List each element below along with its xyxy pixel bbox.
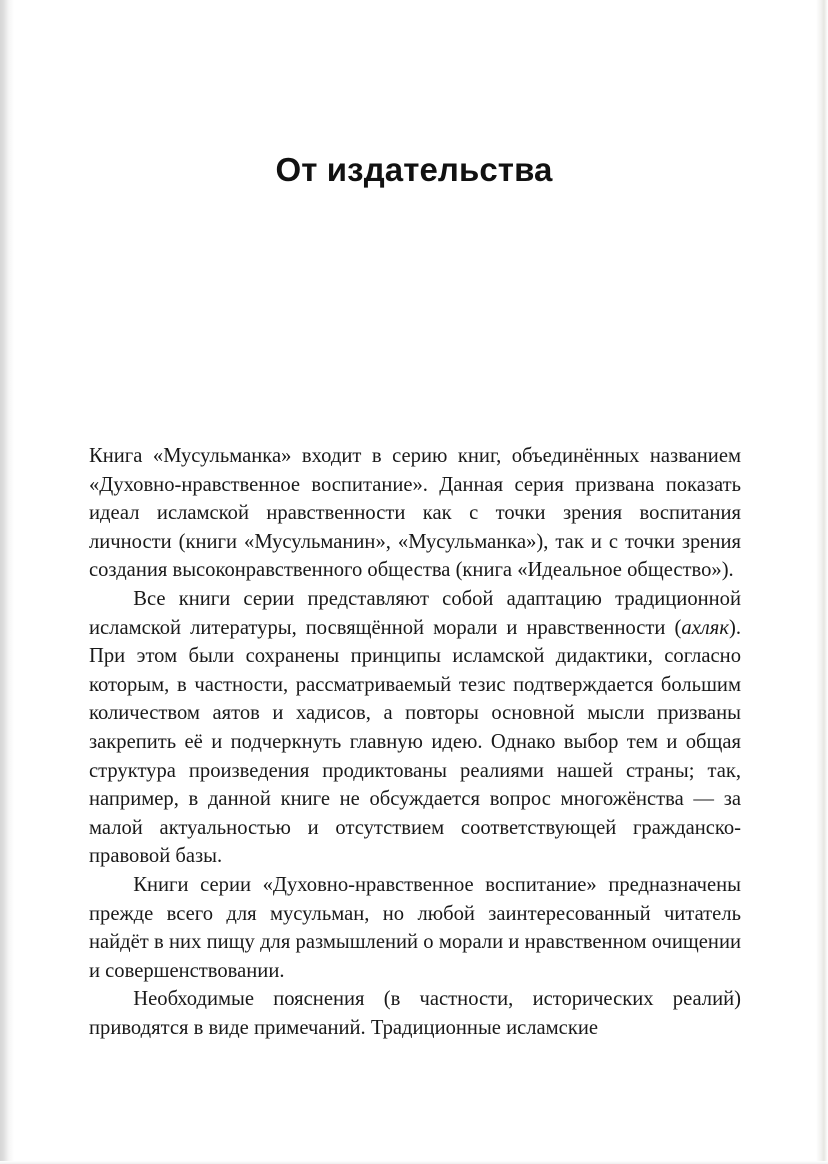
paragraph-1: Книга «Мусульманка» входит в серию книг, объединённых названием «Духовно-нравственное воспитание». Данная серия призвана показать идеал исламской нравственности как с точки зрения воспитания личности (книги «Мусульманин», «Мусульманка»), так и с точки зрения создания высоконравственного общества (книга «Идеальное общество»). bbox=[89, 445, 741, 582]
paragraph-2-text-before-italic: Все книги серии представляют собой адаптацию традиционной исламской литературы, посвящённой морали и нравственности ( bbox=[89, 587, 741, 639]
body-text-block bbox=[89, 442, 741, 1042]
paragraph-2-text-after-italic: ). При этом были сохранены принципы исламской дидактики, согласно которым, в частности, рассматриваемый тезис подтверждается большим количеством аятов и хадисов, а повторы основной мысли призваны закрепить её и подчеркнуть главную идею. Однако выбор тем и общая структура произведения продиктованы реалиями нашей страны; так, например, в данной книге не обсуждается вопрос многожёнства — за малой актуальностью и отсутствием соответствующей гражданско-правовой базы. bbox=[89, 616, 741, 868]
paragraph-4: Необходимые пояснения (в частности, исторических реалий) приводятся в виде примечаний. Традиционные исламские bbox=[89, 988, 741, 1039]
page-title: От издательства bbox=[275, 151, 553, 189]
paragraph-2 bbox=[89, 585, 741, 871]
transliterated-term-ahlyak: ахляк bbox=[681, 616, 729, 639]
paragraph-3: Книги серии «Духовно-нравственное воспитание» предназначены прежде всего для мусульман, но любой заинтересованный читатель найдёт в них пищу для размышлений о морали и нравственном очищении и совершенствовании. bbox=[89, 873, 741, 982]
